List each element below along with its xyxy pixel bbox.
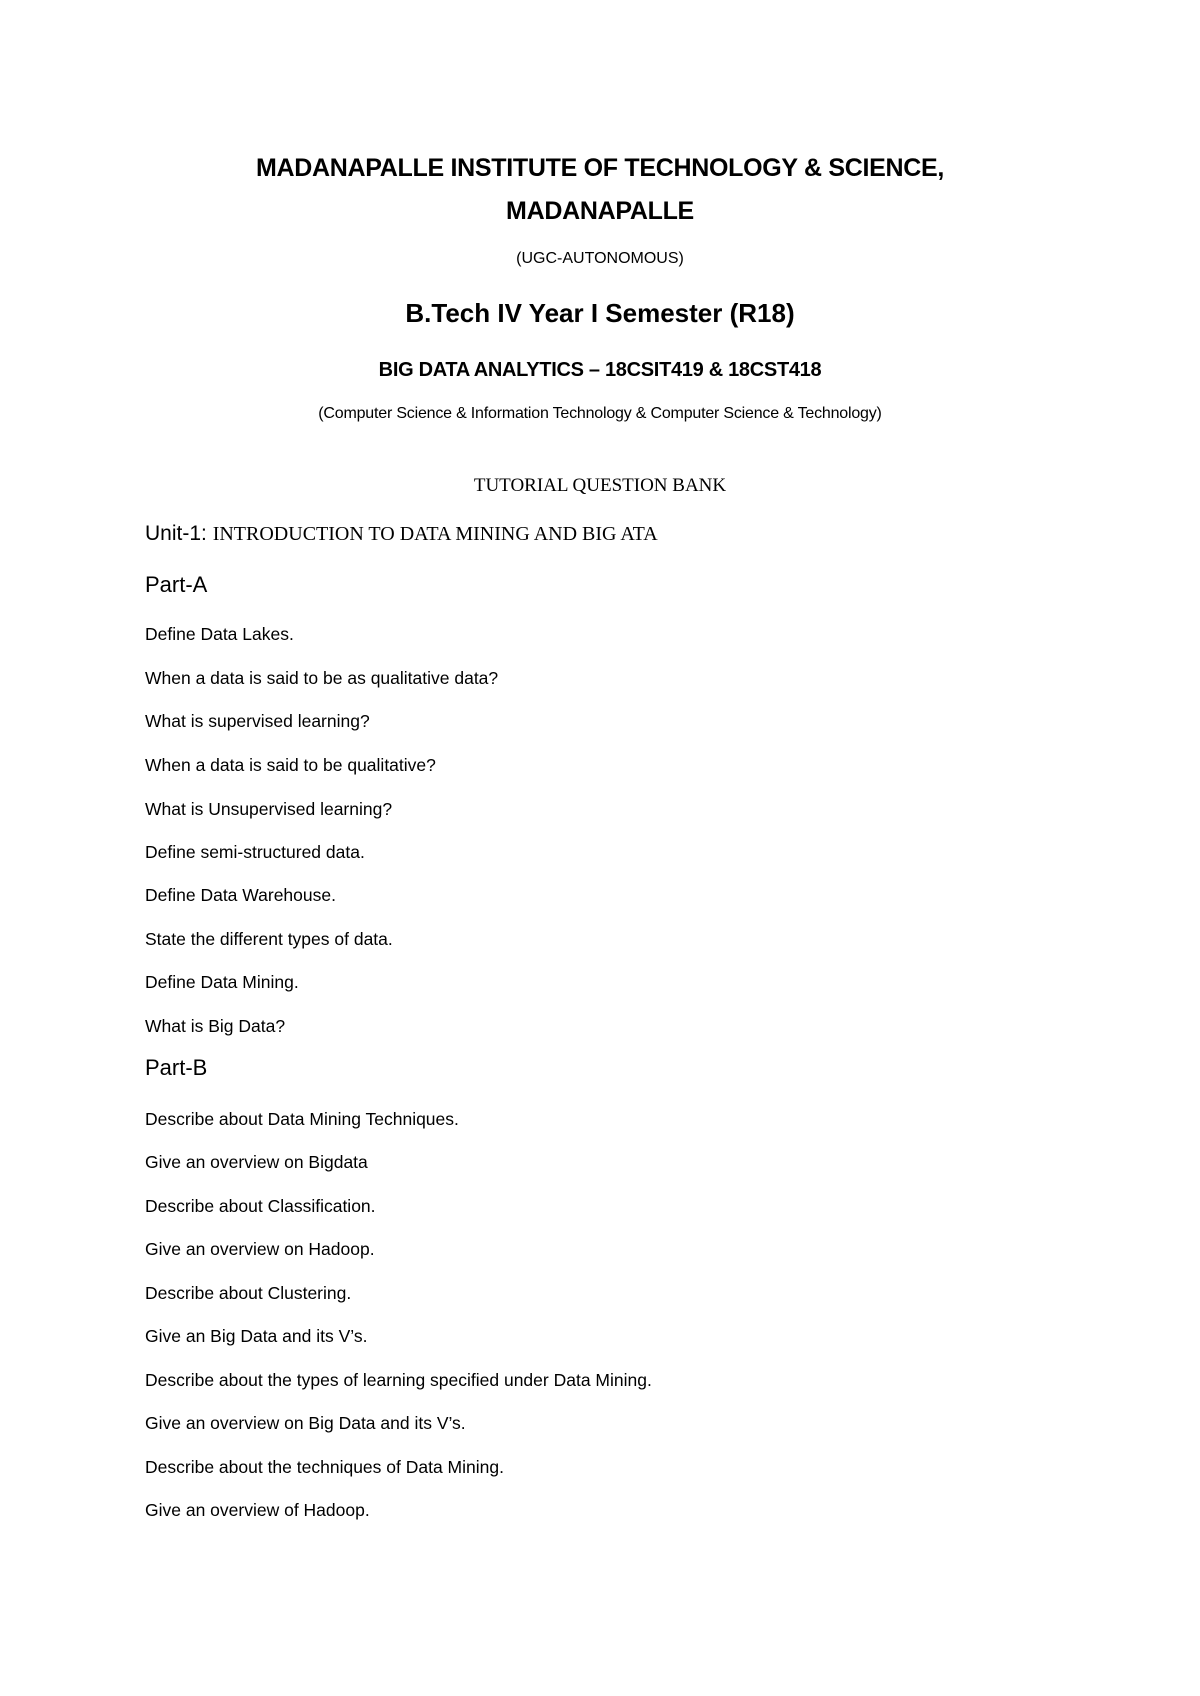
- unit-heading: [145, 520, 658, 548]
- institute-name-line-1: MADANAPALLE INSTITUTE OF TECHNOLOGY & SCIENCE,: [255, 154, 945, 182]
- question-bank-title: TUTORIAL QUESTION BANK: [473, 475, 727, 496]
- part-a-question: State the different types of data.: [145, 929, 393, 949]
- part-b-question: Give an overview on Hadoop.: [145, 1239, 375, 1259]
- part-b-question: Describe about Clustering.: [145, 1283, 352, 1303]
- part-a-question: When a data is said to be as qualitative data?: [145, 668, 499, 688]
- part-a-heading: Part-A: [145, 572, 208, 597]
- course-title: B.Tech IV Year I Semester (R18): [405, 298, 795, 328]
- subject-title: BIG DATA ANALYTICS – 18CSIT419 & 18CST418: [378, 359, 822, 381]
- part-a-question: Define Data Lakes.: [145, 624, 294, 644]
- part-a-question: What is supervised learning?: [145, 711, 370, 731]
- unit-name: INTRODUCTION TO DATA MINING AND BIG ATA: [212, 523, 658, 545]
- part-b-question: Give an overview on Big Data and its V’s.: [145, 1413, 466, 1433]
- autonomous-status: (UGC-AUTONOMOUS): [516, 250, 684, 267]
- part-a-question: When a data is said to be qualitative?: [145, 755, 436, 775]
- part-a-question: Define Data Warehouse.: [145, 885, 336, 905]
- part-b-question: Describe about the techniques of Data Mining.: [145, 1457, 504, 1477]
- part-b-question: Give an Big Data and its V’s.: [145, 1326, 368, 1346]
- branches-line: (Computer Science & Information Technology & Computer Science & Technology): [318, 405, 882, 422]
- part-b-question: Describe about Classification.: [145, 1196, 376, 1216]
- part-b-heading: Part-B: [145, 1055, 208, 1080]
- part-a-question: What is Big Data?: [145, 1016, 286, 1036]
- part-b-question: Give an overview of Hadoop.: [145, 1500, 370, 1520]
- part-a-question: Define Data Mining.: [145, 972, 299, 992]
- part-b-question: Describe about Data Mining Techniques.: [145, 1109, 459, 1129]
- part-a-question: What is Unsupervised learning?: [145, 799, 393, 819]
- part-a-question: Define semi-structured data.: [145, 842, 365, 862]
- part-b-question: Give an overview on Bigdata: [145, 1152, 368, 1172]
- institute-name-line-2: MADANAPALLE: [506, 197, 694, 225]
- unit-label: Unit-1:: [145, 522, 207, 545]
- part-b-question: Describe about the types of learning specified under Data Mining.: [145, 1370, 652, 1390]
